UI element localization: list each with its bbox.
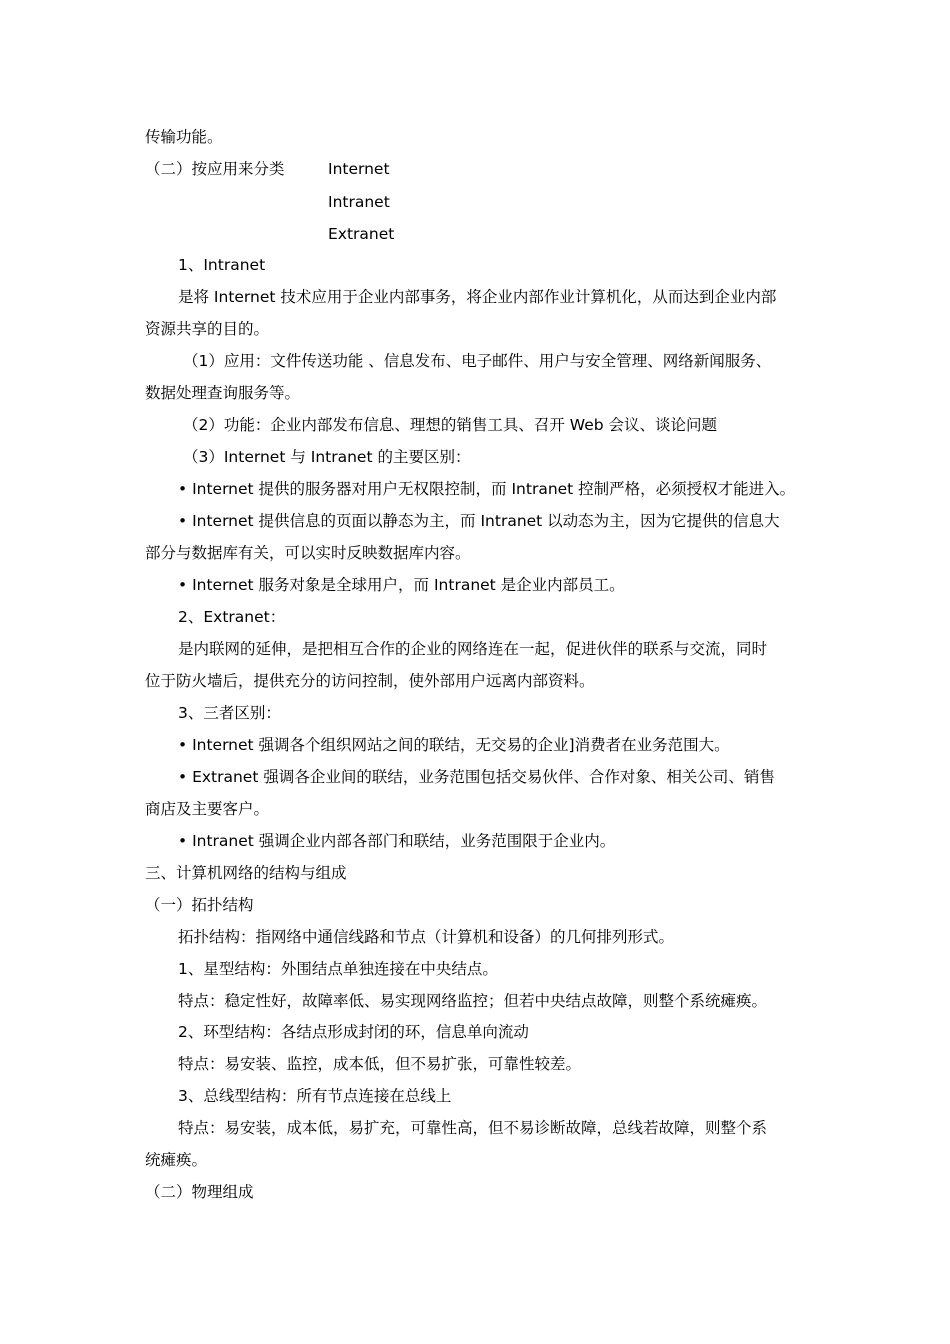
subsection-heading: 2、Extranet： (178, 608, 286, 626)
bullet-item: • Internet 提供信息的页面以静态为主，而 Intranet 以动态为主，因为它提供的信息大 (178, 512, 780, 530)
subsection-heading: 3、总线型结构：所有节点连接在总线上 (178, 1087, 452, 1105)
paragraph-line: 是将 Internet 技术应用于企业内部事务，将企业内部作业计算机化，从而达到企业内部 (178, 288, 777, 306)
paragraph-line: 资源共享的目的。 (145, 320, 270, 338)
bullet-item: • Internet 强调各个组织网站之间的联结，无交易的企业]消费者在业务范围大。 (178, 736, 730, 754)
paragraph-line: （1）应用：文件传送功能 、信息发布、电子邮件、用户与安全管理、网络新闻服务、 (183, 352, 772, 370)
paragraph-line: （2）功能：企业内部发布信息、理想的销售工具、召开 Web 会议、谈论问题 (183, 416, 718, 434)
text-line: 传输功能。 (145, 128, 223, 146)
subsection-heading: 1、星型结构：外围结点单独连接在中央结点。 (178, 960, 498, 978)
paragraph-line: 统瘫痪。 (145, 1151, 208, 1169)
paragraph-line: 特点：稳定性好，故障率低、易实现网络监控；但若中央结点故障，则整个系统瘫痪。 (178, 992, 768, 1010)
subsection-heading: 1、Intranet (178, 256, 266, 274)
paragraph-line: 拓扑结构：指网络中通信线路和节点（计算机和设备）的几何排列形式。 (178, 928, 675, 946)
section-heading: 三、计算机网络的结构与组成 (145, 864, 347, 882)
section-heading: （一）拓扑结构 (145, 896, 254, 914)
paragraph-line: 位于防火墙后，提供充分的访问控制，使外部用户远离内部资料。 (145, 672, 595, 690)
bullet-item: • Intranet 强调企业内部各部门和联结，业务范围限于企业内。 (178, 832, 616, 850)
paragraph-line: 商店及主要客户。 (145, 800, 270, 818)
category-item: Extranet (328, 225, 395, 243)
bullet-item: • Extranet 强调各企业间的联结，业务范围包括交易伙伴、合作对象、相关公司、销售 (178, 768, 775, 786)
paragraph-line: 特点：易安装、监控，成本低，但不易扩张，可靠性较差。 (178, 1055, 582, 1073)
bullet-item: • Internet 服务对象是全球用户，而 Intranet 是企业内部员工。 (178, 576, 625, 594)
category-item: Intranet (328, 193, 390, 211)
paragraph-line: 数据处理查询服务等。 (145, 384, 301, 402)
category-item: Internet (328, 160, 390, 178)
subsection-heading: 3、三者区别： (178, 704, 281, 722)
section-heading: （二）物理组成 (145, 1183, 254, 1201)
paragraph-line: （3）Internet 与 Intranet 的主要区别： (183, 448, 471, 466)
bullet-item: • Internet 提供的服务器对用户无权限控制，而 Intranet 控制严格，必须授权才能进入。 (178, 480, 796, 498)
subsection-heading: 2、环型结构：各结点形成封闭的环，信息单向流动 (178, 1023, 529, 1041)
paragraph-line: 是内联网的延伸，是把相互合作的企业的网络连在一起，促进伙伴的联系与交流，同时 (178, 640, 768, 658)
paragraph-line: 部分与数据库有关，可以实时反映数据库内容。 (145, 544, 471, 562)
paragraph-line: 特点：易安装，成本低，易扩充，可靠性高，但不易诊断故障，总线若故障，则整个系 (178, 1119, 768, 1137)
section-heading: （二）按应用来分类 (145, 160, 285, 178)
